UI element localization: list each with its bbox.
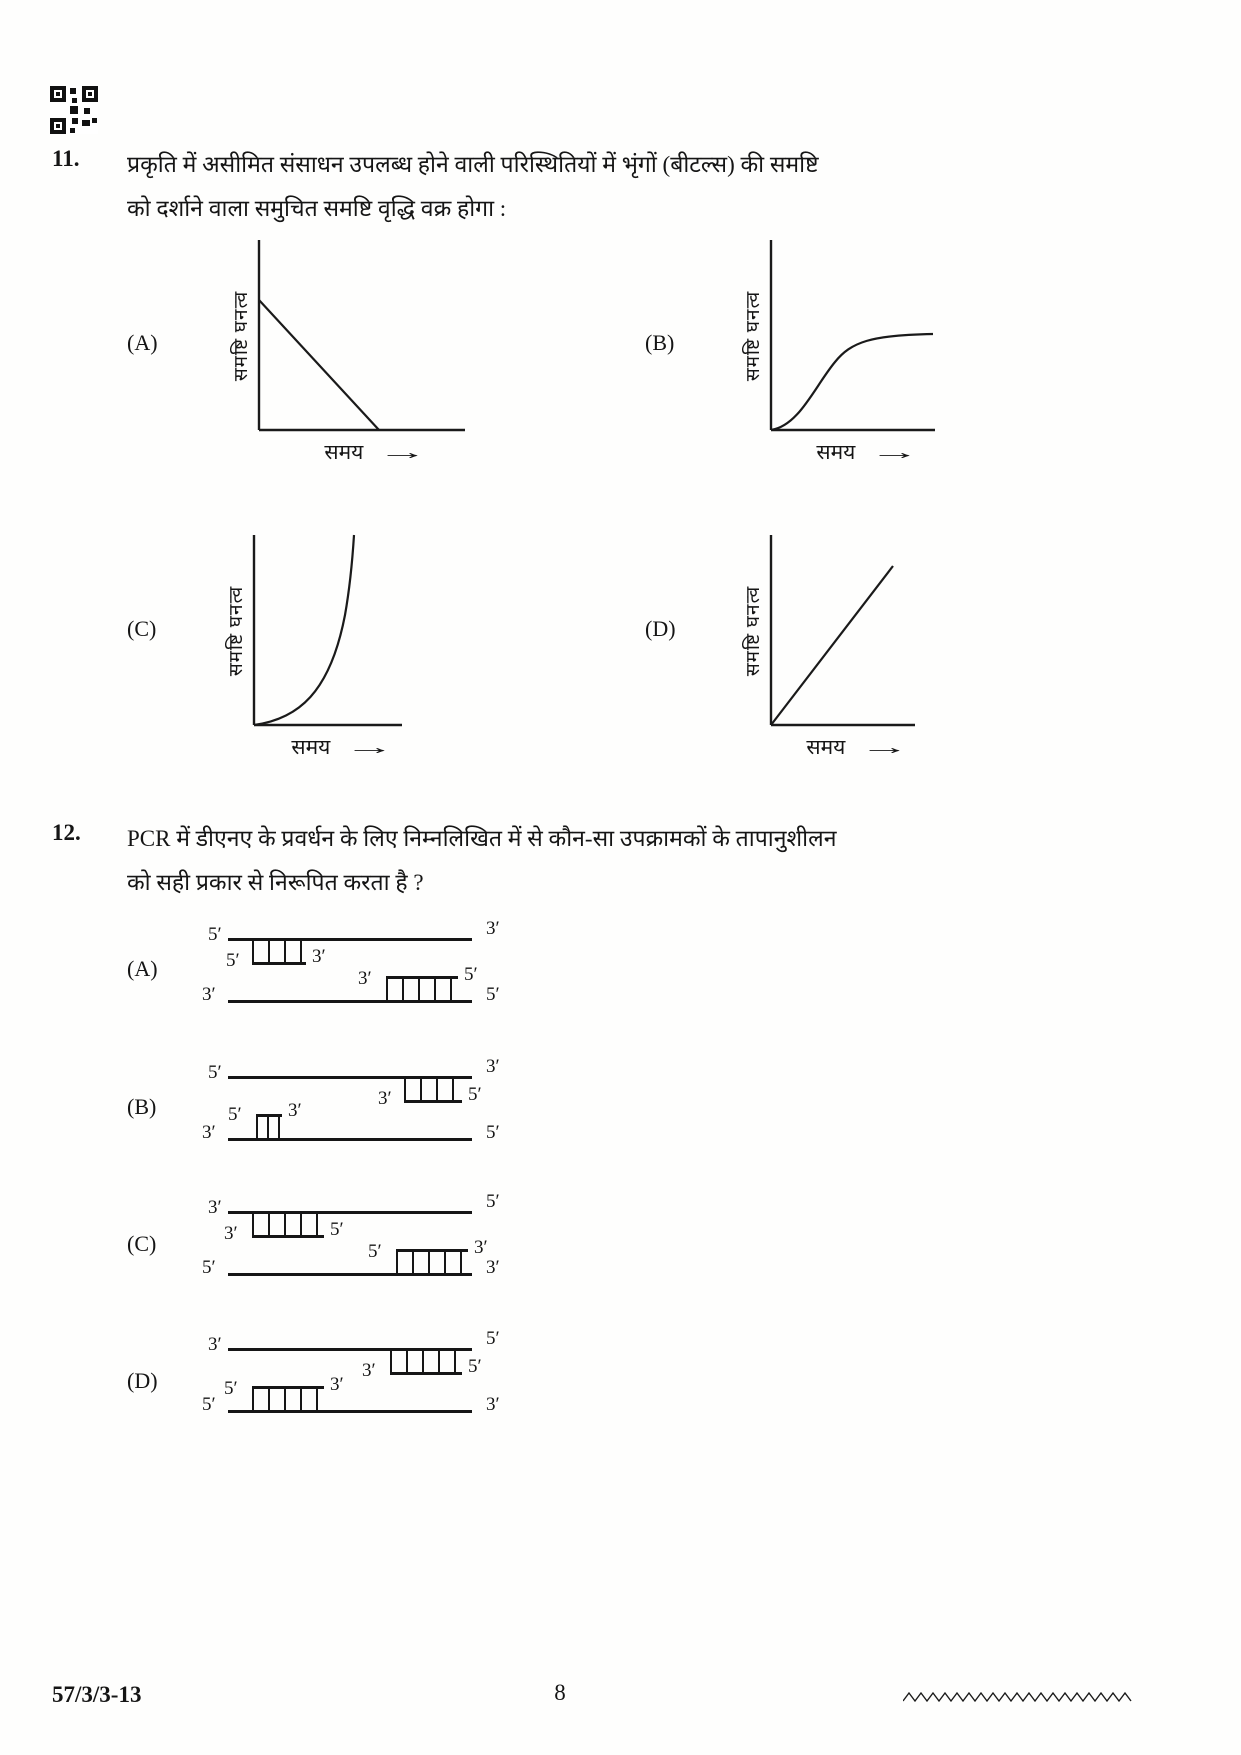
primer1-right-end-label: 5′ — [468, 1084, 482, 1105]
top-strand-left-end-label: 5′ — [208, 924, 222, 945]
bottom-dna-strand — [228, 1273, 472, 1276]
primer2-left-end-label: 5′ — [224, 1378, 238, 1399]
q12-option-a-letter: (A) — [127, 956, 158, 981]
question-11-text — [127, 143, 1127, 231]
primer1-right-end-label: 5′ — [330, 1219, 344, 1240]
q12-option-c-diagram — [200, 1191, 540, 1291]
question-11-line-2: को दर्शाने वाला समुचित समष्टि वृद्धि वक्र होगा : — [127, 196, 507, 221]
y-axis-label: समष्टि घनत्व — [231, 290, 252, 382]
q12-option-a-diagram — [200, 918, 540, 1018]
question-11-number: 11. — [52, 146, 80, 171]
bottom-strand-right-end-label: 3′ — [486, 1257, 500, 1278]
primer-annealed-to-top-strand — [252, 1214, 324, 1238]
sigmoid-curve — [771, 334, 933, 430]
bottom-strand-right-end-label: 5′ — [486, 984, 500, 1005]
paper-code: 57/3/3-13 — [52, 1682, 142, 1707]
y-axis-label: समष्टि घनत्व — [226, 585, 247, 677]
q12-option-b-letter: (B) — [127, 1094, 157, 1119]
question-12-text — [127, 817, 1127, 905]
bottom-strand-left-end-label: 5′ — [202, 1394, 216, 1415]
primer2-left-end-label: 5′ — [228, 1104, 242, 1125]
qr-code — [50, 86, 98, 134]
q11-option-a-plot-area — [255, 238, 467, 434]
primer-annealed-to-bottom-strand — [252, 1386, 324, 1410]
declining-line-curve — [259, 300, 379, 430]
squiggle-divider — [903, 1690, 1133, 1704]
q11-option-c-plot-area — [250, 533, 406, 729]
q11-option-a-letter: (A) — [127, 330, 158, 355]
primer-annealed-to-top-strand — [390, 1351, 462, 1375]
q12-option-b-diagram — [200, 1056, 540, 1156]
q12-option-d-diagram — [200, 1328, 540, 1428]
right-arrow-icon: → — [376, 440, 427, 464]
q11-option-d-plot-area — [767, 533, 919, 729]
primer1-right-end-label: 3′ — [312, 946, 326, 967]
q12-option-d-letter: (D) — [127, 1368, 158, 1393]
top-strand-right-end-label: 5′ — [486, 1328, 500, 1349]
right-arrow-icon: → — [868, 440, 919, 464]
primer2-right-end-label: 3′ — [330, 1374, 344, 1395]
x-axis-text: समय — [806, 735, 846, 759]
primer2-right-end-label: 3′ — [474, 1237, 488, 1258]
q12-option-c-letter: (C) — [127, 1231, 157, 1256]
x-axis-text: समय — [291, 735, 331, 759]
right-arrow-icon: → — [343, 735, 394, 759]
x-axis-label — [767, 733, 919, 761]
q11-option-c-graph — [226, 533, 406, 759]
top-strand-right-end-label: 3′ — [486, 918, 500, 939]
q11-option-b-graph — [743, 238, 939, 464]
q11-option-b-letter: (B) — [645, 330, 675, 355]
x-axis-label — [250, 733, 406, 761]
primer2-right-end-label: 3′ — [288, 1100, 302, 1121]
top-strand-left-end-label: 5′ — [208, 1062, 222, 1083]
primer-annealed-to-bottom-strand — [396, 1249, 468, 1273]
primer1-right-end-label: 5′ — [468, 1356, 482, 1377]
x-axis-label — [767, 438, 939, 466]
primer-annealed-to-top-strand — [252, 941, 306, 965]
primer2-left-end-label: 5′ — [368, 1241, 382, 1262]
rising-line-curve — [771, 566, 893, 725]
bottom-strand-left-end-label: 3′ — [202, 1122, 216, 1143]
question-12-line-1: PCR में डीएनए के प्रवर्धन के लिए निम्नलिखित में से कौन-सा उपक्रामकों के तापानुशीलन — [127, 826, 837, 851]
q11-option-b-plot-area — [767, 238, 939, 434]
x-axis-text: समय — [324, 440, 364, 464]
bottom-dna-strand — [228, 1410, 472, 1413]
y-axis-label: समष्टि घनत्व — [743, 585, 764, 677]
top-strand-right-end-label: 3′ — [486, 1056, 500, 1077]
primer-annealed-to-bottom-strand — [256, 1114, 282, 1138]
bottom-strand-left-end-label: 3′ — [202, 984, 216, 1005]
primer2-left-end-label: 3′ — [358, 968, 372, 989]
x-axis-label — [255, 438, 467, 466]
exponential-curve — [254, 535, 354, 725]
x-axis-text: समय — [816, 440, 856, 464]
top-strand-right-end-label: 5′ — [486, 1191, 500, 1212]
primer1-left-end-label: 3′ — [362, 1360, 376, 1381]
bottom-dna-strand — [228, 1000, 472, 1003]
right-arrow-icon: → — [858, 735, 909, 759]
q11-option-a-graph — [231, 238, 467, 464]
q11-option-d-letter: (D) — [645, 616, 676, 641]
primer-annealed-to-bottom-strand — [386, 976, 458, 1000]
q11-option-c-letter: (C) — [127, 616, 157, 641]
primer2-right-end-label: 5′ — [464, 964, 478, 985]
question-11-line-1: प्रकृति में असीमित संसाधन उपलब्ध होने वाली परिस्थितियों में भृंगों (बीटल्स) की समष्टि — [127, 152, 819, 177]
bottom-strand-right-end-label: 5′ — [486, 1122, 500, 1143]
zigzag-line — [903, 1693, 1131, 1701]
top-strand-left-end-label: 3′ — [208, 1334, 222, 1355]
primer1-left-end-label: 3′ — [224, 1223, 238, 1244]
question-12-number: 12. — [52, 820, 81, 845]
top-strand-left-end-label: 3′ — [208, 1197, 222, 1218]
bottom-dna-strand — [228, 1138, 472, 1141]
primer1-left-end-label: 3′ — [378, 1088, 392, 1109]
bottom-strand-left-end-label: 5′ — [202, 1257, 216, 1278]
question-12-line-2: को सही प्रकार से निरूपित करता है ? — [127, 870, 424, 895]
primer-annealed-to-top-strand — [404, 1079, 462, 1103]
bottom-strand-right-end-label: 3′ — [486, 1394, 500, 1415]
q11-option-d-graph — [743, 533, 919, 759]
page-number: 8 — [554, 1680, 566, 1705]
y-axis-label: समष्टि घनत्व — [743, 290, 764, 382]
primer1-left-end-label: 5′ — [226, 950, 240, 971]
